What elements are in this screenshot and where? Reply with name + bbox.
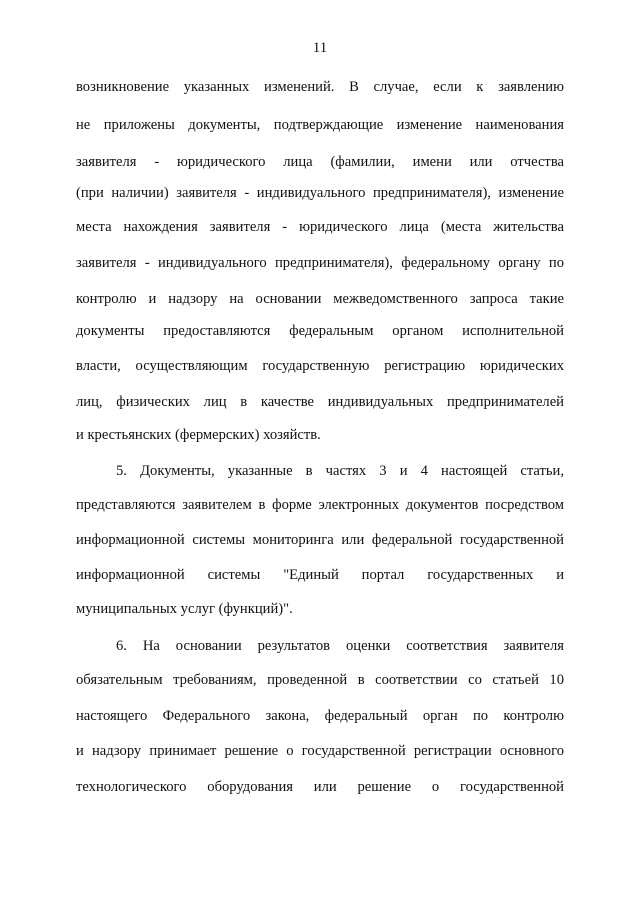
text-line: представляются заявителем в форме электронных документов посредством [76, 497, 564, 513]
text-line: заявителя - юридического лица (фамилии, имени или отчества [76, 154, 564, 170]
text-line: (при наличии) заявителя - индивидуального предпринимателя), изменение [76, 185, 564, 201]
text-line: информационной системы "Единый портал государственных и [76, 567, 564, 583]
text-line: контролю и надзору на основании межведомственного запроса такие [76, 291, 564, 307]
text-line: обязательным требованиям, проведенной в соответствии со статьей 10 [76, 672, 564, 688]
text-line: лиц, физических лиц в качестве индивидуальных предпринимателей [76, 394, 564, 410]
text-line: муниципальных услуг (функций)". [76, 601, 293, 617]
page-number: 11 [312, 40, 328, 56]
text-line: заявителя - индивидуального предпринимателя), федеральному органу по [76, 255, 564, 271]
text-line: технологического оборудования или решение о государственной [76, 779, 564, 795]
text-line: информационной системы мониторинга или федеральной государственной [76, 532, 564, 548]
text-line: 6. На основании результатов оценки соответствия заявителя [116, 638, 564, 654]
text-line: 5. Документы, указанные в частях 3 и 4 настоящей статьи, [116, 463, 564, 479]
text-line: власти, осуществляющим государственную регистрацию юридических [76, 358, 564, 374]
text-line: настоящего Федерального закона, федеральный орган по контролю [76, 708, 564, 724]
text-line: и надзору принимает решение о государственной регистрации основного [76, 743, 564, 759]
text-line: и крестьянских (фермерских) хозяйств. [76, 427, 321, 443]
text-line: возникновение указанных изменений. В случае, если к заявлению [76, 79, 564, 95]
text-line: не приложены документы, подтверждающие изменение наименования [76, 117, 564, 133]
text-line: документы предоставляются федеральным органом исполнительной [76, 323, 564, 339]
text-line: места нахождения заявителя - юридического лица (места жительства [76, 219, 564, 235]
